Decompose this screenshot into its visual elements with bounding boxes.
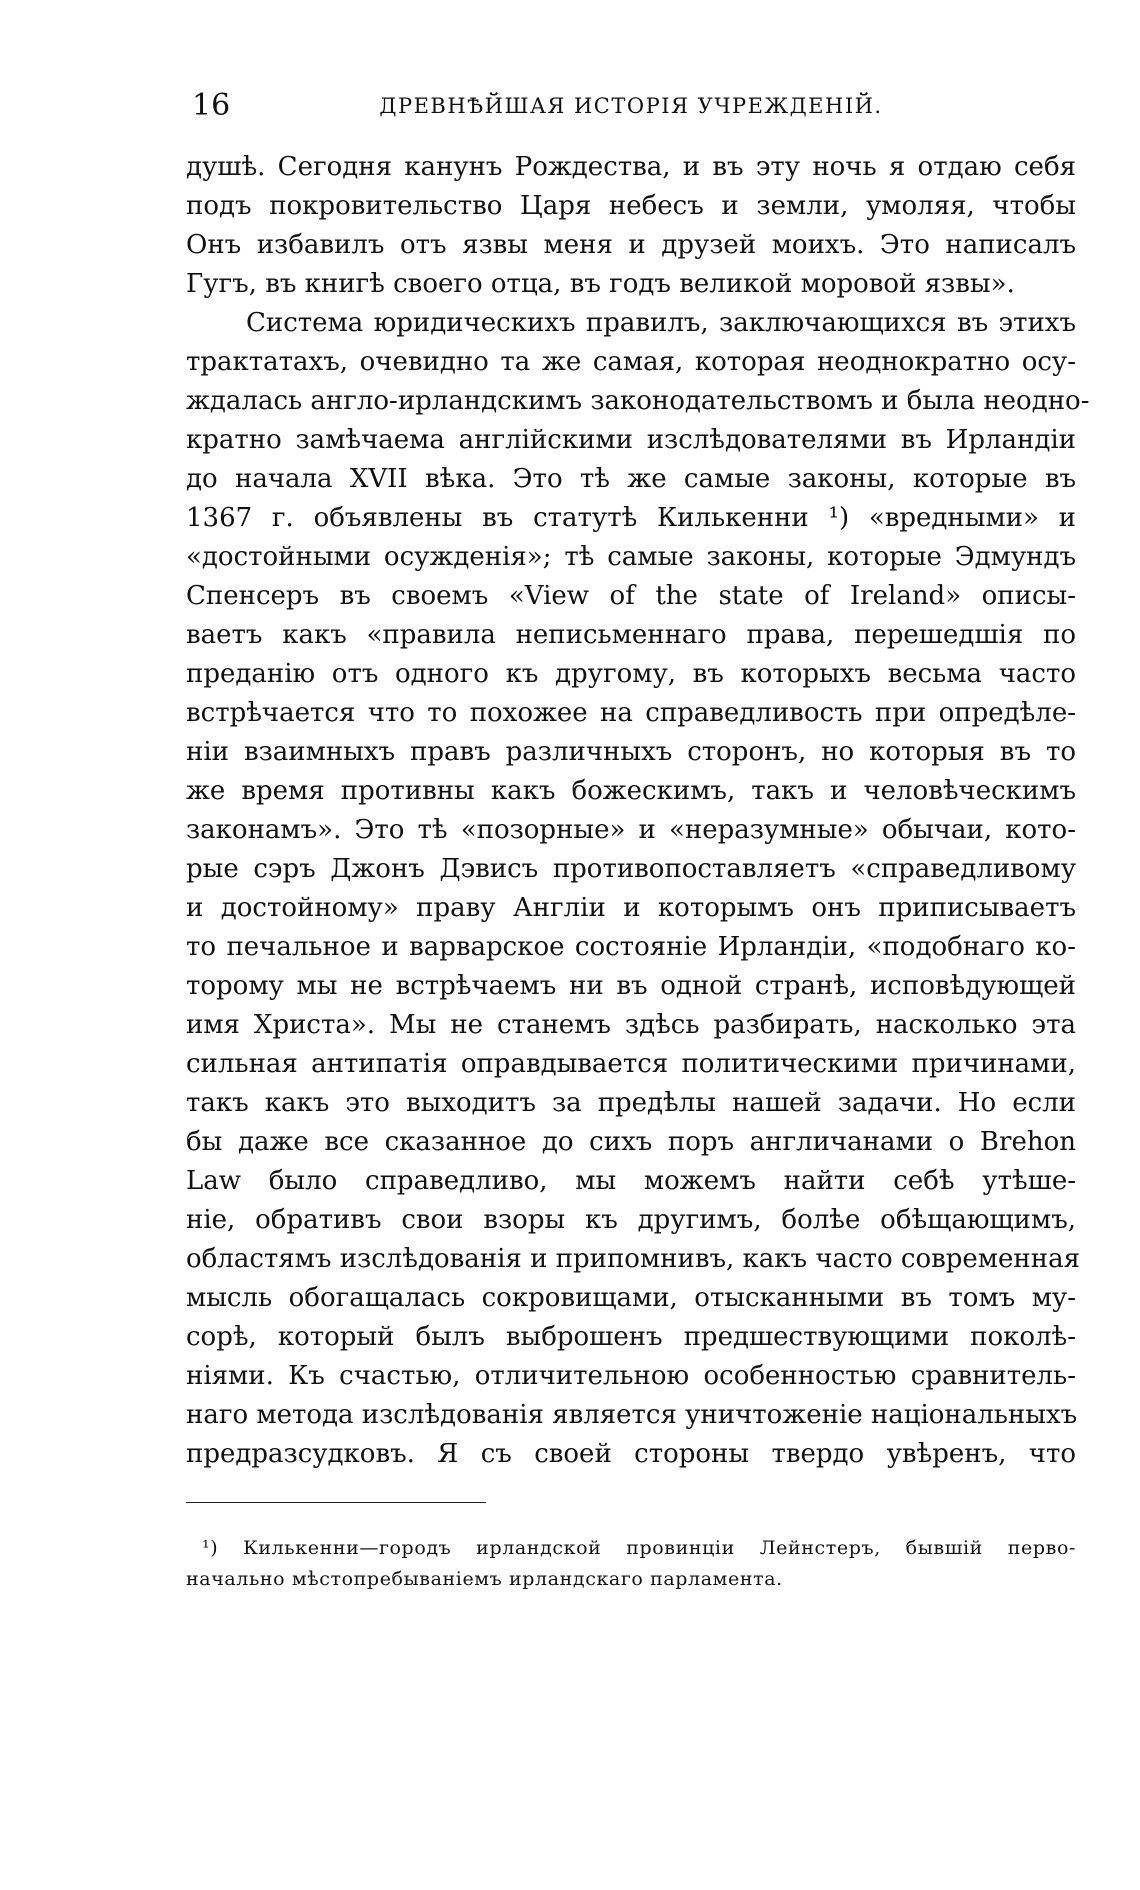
text-line: преданію отъ одного къ другому, въ которыхъ весьма часто — [186, 659, 1076, 689]
text-line: Спенсеръ въ своемъ «View of the state of Ireland» описы- — [186, 581, 1076, 611]
text-line: Онъ избавилъ отъ язвы меня и друзей моихъ. Это написалъ — [186, 230, 1076, 260]
text-line: Гугъ, въ книгѣ своего отца, въ годъ великой моровой язвы». — [186, 269, 1015, 299]
text-line: ніи взаимныхъ правъ различныхъ сторонъ, но которыя въ то — [186, 737, 1076, 767]
text-line: бы даже все сказанное до сихъ поръ англичанами о Brehon — [186, 1127, 1076, 1157]
text-line: рые сэръ Джонъ Дэвисъ противопоставляетъ «справедливому — [186, 854, 1076, 884]
text-line: «достойными осужденія»; тѣ самые законы, которые Эдмундъ — [186, 542, 1076, 572]
text-line: встрѣчается что то похожее на справедливость при опредѣле- — [186, 698, 1076, 728]
text-line: трактатахъ, очевидно та же самая, которая неоднократно осу- — [186, 347, 1076, 377]
text-line: областямъ изслѣдованія и припомнивъ, какъ часто современная — [186, 1244, 1080, 1274]
text-line: торому мы не встрѣчаемъ ни въ одной странѣ, исповѣдующей — [186, 971, 1076, 1001]
text-line: имя Христа». Мы не станемъ здѣсь разбирать, насколько эта — [186, 1010, 1076, 1040]
running-title: ДРЕВНѢЙШАЯ ИСТОРІЯ УЧРЕЖДЕНІЙ. — [379, 94, 883, 118]
text-line: ваетъ какъ «правила неписьменнаго права, перешедшія по — [186, 620, 1076, 650]
footnote-line: начально мѣстопребываніемъ ирландскаго парламента. — [186, 1568, 783, 1590]
text-line: 1367 г. объявлены въ статутѣ Килькенни ¹) «вредными» и — [186, 503, 1076, 533]
text-line: то печальное и варварское состояніе Ирландіи, «подобнаго ко- — [186, 932, 1076, 962]
paragraph-first-line: Система юридическихъ правилъ, заключающихся въ этихъ — [246, 308, 1076, 338]
text-line: же время противны какъ божескимъ, такъ и человѣческимъ — [186, 776, 1076, 806]
footnote-divider — [186, 1502, 486, 1503]
page-number: 16 — [192, 88, 231, 123]
footnote — [186, 1533, 1076, 1595]
text-line: ніями. Къ счастью, отличительною особенностью сравнитель- — [186, 1361, 1076, 1391]
text-line: ніе, обративъ свои взоры къ другимъ, болѣе обѣщающимъ, — [186, 1205, 1076, 1235]
text-line: наго метода изслѣдованія является уничтоженіе національныхъ — [186, 1400, 1078, 1430]
text-line: подъ покровительство Царя небесъ и земли, умоляя, чтобы — [186, 191, 1076, 221]
page-header — [186, 80, 1076, 144]
text-line: мысль обогащалась сокровищами, отысканными въ томъ му- — [186, 1283, 1076, 1313]
text-line: предразсудковъ. Я съ своей стороны твердо увѣренъ, что — [186, 1439, 1076, 1469]
text-line: ждалась англо-ирландскимъ законодательствомъ и была неодно- — [186, 386, 1090, 416]
footnote-line: ¹) Килькенни—городъ ирландской провинціи Лейнстеръ, бывшій перво- — [202, 1537, 1076, 1559]
text-line: такъ какъ это выходитъ за предѣлы нашей задачи. Но если — [186, 1088, 1076, 1118]
text-line: до начала XVII вѣка. Это тѣ же самые законы, которые въ — [186, 464, 1076, 494]
text-line: и достойному» праву Англіи и которымъ онъ приписываетъ — [186, 893, 1076, 923]
main-text — [186, 148, 1090, 1474]
text-line: кратно замѣчаема англійскими изслѣдователями въ Ирландіи — [186, 425, 1076, 455]
text-line: сорѣ, который былъ выброшенъ предшествующими поколѣ- — [186, 1322, 1076, 1352]
text-line: сильная антипатія оправдывается политическими причинами, — [186, 1049, 1076, 1079]
book-page — [186, 80, 1090, 1595]
text-line: законамъ». Это тѣ «позорные» и «неразумные» обычаи, кото- — [186, 815, 1076, 845]
text-line: душѣ. Сегодня канунъ Рождества, и въ эту ночь я отдаю себя — [186, 152, 1076, 182]
text-line: Law было справедливо, мы можемъ найти себѣ утѣше- — [186, 1166, 1076, 1196]
